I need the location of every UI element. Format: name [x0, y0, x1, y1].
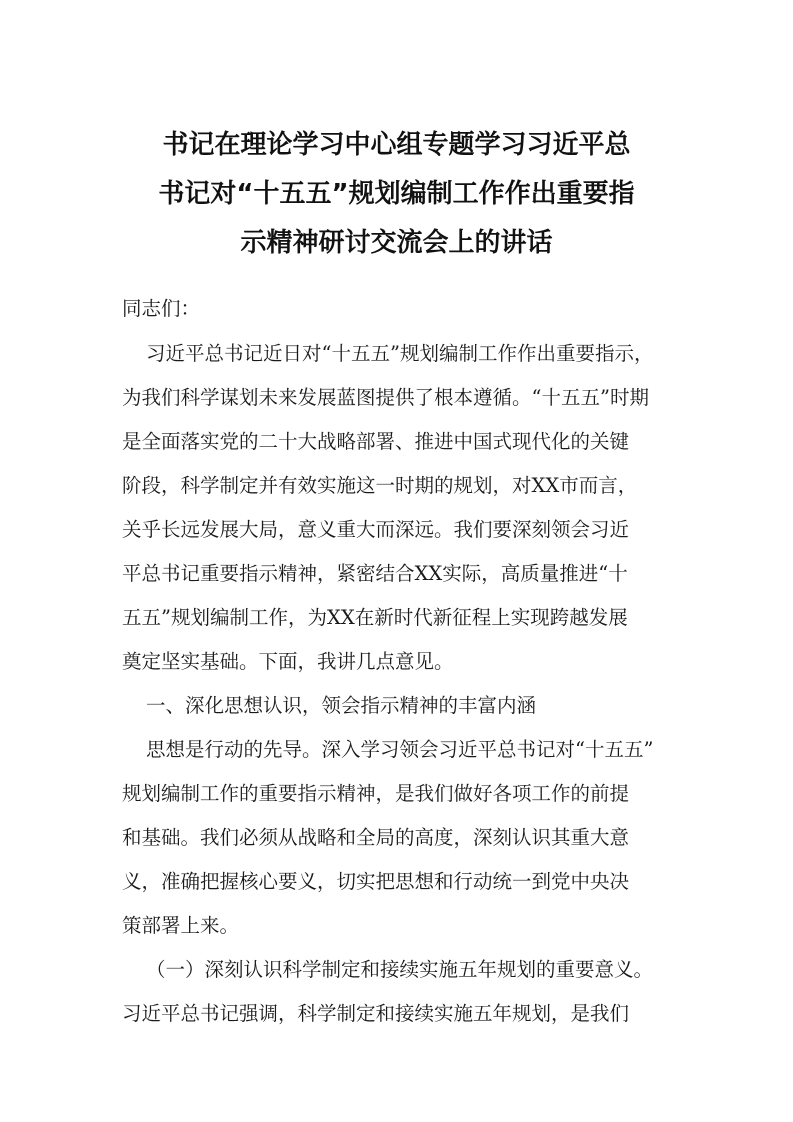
title-line-3: 示精神研讨交流会上的讲话 [240, 228, 553, 258]
title-line-1: 书记在理论学习中心组专题学习习近平总 [162, 130, 631, 160]
paragraph-line: 关乎长远发展大局，意义重大而深远。我们要深刻领会习近 [122, 518, 630, 541]
paragraph-line: 平总书记重要指示精神，紧密结合XX实际，高质量推进“十 [122, 562, 628, 585]
paragraph-line: 思想是行动的先导。深入学习领会习近平总书记对“十五五” [146, 738, 654, 761]
paragraph-line: 五五”规划编制工作，为XX在新时代新征程上实现跨越发展 [122, 606, 628, 629]
paragraph-line: 是全面落实党的二十大战略部署、推进中国式现代化的关键 [122, 430, 630, 453]
paragraph-line: 和基础。我们必须从战略和全局的高度，深刻认识其重大意 [122, 826, 630, 849]
paragraph-line: 阶段，科学制定并有效实施这一时期的规划，对XX市而言， [122, 474, 638, 497]
paragraph-line: 习近平总书记强调，科学制定和接续实施五年规划，是我们 [122, 1002, 630, 1025]
paragraph-line: 习近平总书记近日对“十五五”规划编制工作作出重要指示， [146, 342, 654, 365]
title-line-2: 书记对“十五五”规划编制工作作出重要指 [158, 179, 635, 209]
paragraph-line: 义，准确把握核心要义，切实把思想和行动统一到党中央决 [122, 870, 630, 893]
paragraph-line: 为我们科学谋划未来发展蓝图提供了根本遵循。“十五五”时期 [122, 386, 649, 409]
paragraph-line: 策部署上来。 [122, 914, 240, 937]
section-heading: 一、深化思想认识，领会指示精神的丰富内涵 [146, 694, 537, 717]
subsection-heading: （一）深刻认识科学制定和接续实施五年规划的重要意义。 [146, 958, 654, 981]
salutation: 同志们： [122, 297, 201, 320]
paragraph-line: 规划编制工作的重要指示精神，是我们做好各项工作的前提 [122, 782, 630, 805]
paragraph-line: 奠定坚实基础。下面，我讲几点意见。 [122, 650, 454, 673]
